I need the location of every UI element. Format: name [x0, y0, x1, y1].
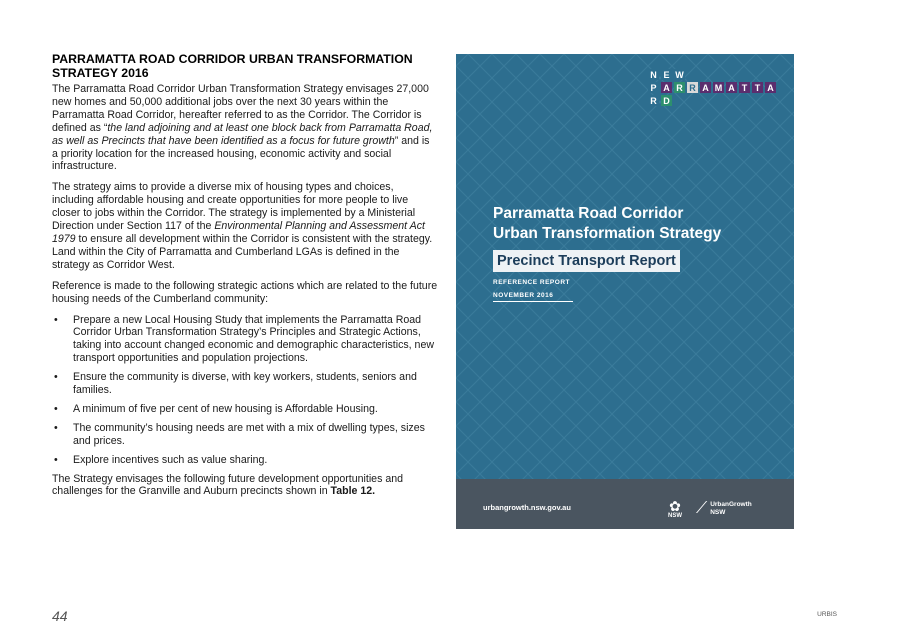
nsw-logo	[663, 499, 687, 519]
paragraph-2-text-a: The strategy aims to provide a diverse mix of housing types and choices, including affordable housing and create opportunities for more people to live closer to jobs within the Corridor. The strategy is implemented by a Ministerial Direction under Section 117 of the	[52, 181, 416, 233]
bullet-icon: •	[54, 371, 58, 384]
report-cover-image	[456, 54, 794, 529]
table-reference: Table 12.	[330, 485, 376, 498]
bullet-icon: •	[54, 402, 58, 415]
cover-url: urbangrowth.nsw.gov.au	[483, 503, 571, 512]
act-reference: Environmental Planning and Assessment Act 1979	[52, 220, 425, 245]
cover-date: NOVEMBER 2016	[493, 292, 554, 299]
paragraph-1	[52, 83, 438, 173]
cover-subtitle-box	[493, 250, 680, 272]
list-item	[52, 403, 438, 416]
list-item	[52, 371, 438, 397]
list-item	[52, 422, 438, 448]
text-column	[52, 52, 438, 506]
logo-letter-tile: E	[661, 69, 672, 80]
paragraph-3: Reference is made to the following strategic actions which are related to the future housing needs of the Cumberland community:	[52, 279, 438, 305]
new-parramatta-rd-logo	[648, 69, 776, 108]
list-item-text: The community’s housing needs are met with a mix of dwelling types, sizes and prices.	[73, 421, 425, 447]
closing-paragraph	[52, 473, 438, 499]
bullet-icon: •	[54, 421, 58, 434]
logo-letter-tile: A	[661, 82, 672, 93]
logo-letter-tile: A	[726, 82, 737, 93]
logo-letter-tile: D	[661, 95, 672, 106]
logo-letter-tile: M	[714, 82, 723, 93]
page-number: 44	[52, 608, 68, 624]
closing-text: The Strategy envisages the following future development opportunities and challenges for the Granville and Auburn precincts shown in	[52, 472, 403, 498]
logo-row	[648, 69, 776, 80]
bullet-icon: •	[54, 313, 58, 326]
list-item-text: A minimum of five per cent of new housing is Affordable Housing.	[73, 402, 378, 415]
list-item-text: Ensure the community is diverse, with key workers, students, seniors and families.	[73, 371, 417, 397]
cover-title-block	[493, 204, 783, 302]
logo-letter-tile: A	[765, 82, 776, 93]
logo-row	[648, 82, 776, 93]
corridor-definition-quote: the land adjoining and at least one block back from Parramatta Road, as well as Precincts that have been identified as a focus for future growth	[52, 121, 433, 147]
footer-brand: URBIS	[817, 611, 837, 618]
logo-letter-tile: R	[687, 82, 698, 93]
cover-title-line-2: Urban Transformation Strategy	[493, 225, 722, 242]
logo-letter-tile: T	[739, 82, 750, 93]
urbangrowth-swoosh-icon: ⟋	[696, 500, 708, 517]
urbangrowth-logo	[696, 501, 752, 517]
nsw-logo-label: NSW	[668, 513, 682, 519]
cover-reference-label: REFERENCE REPORT	[493, 279, 570, 286]
logo-row	[648, 95, 776, 106]
logo-letter-tile: P	[648, 82, 659, 93]
logo-letter-tile: A	[700, 82, 711, 93]
list-item	[52, 314, 438, 366]
paragraph-1-text-a: The Parramatta Road Corridor Urban Transformation Strategy envisages 27,000 new homes and 50,000 additional jobs over the next 30 years within the Parramatta Road Corridor, hereafter referred to as the Corridor. The Corridor is defined as “	[52, 83, 429, 134]
cover-divider	[493, 301, 573, 302]
section-heading: PARRAMATTA ROAD CORRIDOR URBAN TRANSFORMATION STRATEGY 2016	[52, 52, 413, 80]
strategic-actions-list	[52, 314, 438, 467]
paragraph-1-text-b: ” and is a priority location for the increased housing, economic activity and social infrastructure.	[52, 134, 430, 173]
logo-letter-tile: R	[648, 95, 659, 106]
bullet-icon: •	[54, 453, 58, 466]
cover-footer-band	[456, 479, 794, 529]
logo-letter-tile: R	[674, 82, 685, 93]
paragraph-2	[52, 181, 438, 271]
urbangrowth-sub: NSW	[710, 509, 726, 516]
cover-title-line-1: Parramatta Road Corridor	[493, 205, 684, 222]
list-item-text: Explore incentives such as value sharing.	[73, 453, 268, 466]
cover-subtitle: Precinct Transport Report	[497, 253, 676, 269]
waratah-icon: ✿	[669, 498, 681, 514]
logo-letter-tile: T	[752, 82, 763, 93]
list-item-text: Prepare a new Local Housing Study that implements the Parramatta Road Corridor Urban Transformation Strategy’s Principles and Strategic Actions, taking into account changed economic and demographic characteristics, new transport opportunities and population projections.	[73, 313, 434, 365]
urbangrowth-name: UrbanGrowth	[710, 501, 752, 508]
list-item	[52, 454, 438, 467]
logo-letter-tile: N	[648, 69, 659, 80]
paragraph-2-text-b: to ensure all development within the Corridor is consistent with the strategy. Land within the City of Parramatta and Cumberland LGAs is defined in the strategy as Corridor West.	[52, 232, 433, 271]
logo-letter-tile: W	[675, 69, 684, 80]
